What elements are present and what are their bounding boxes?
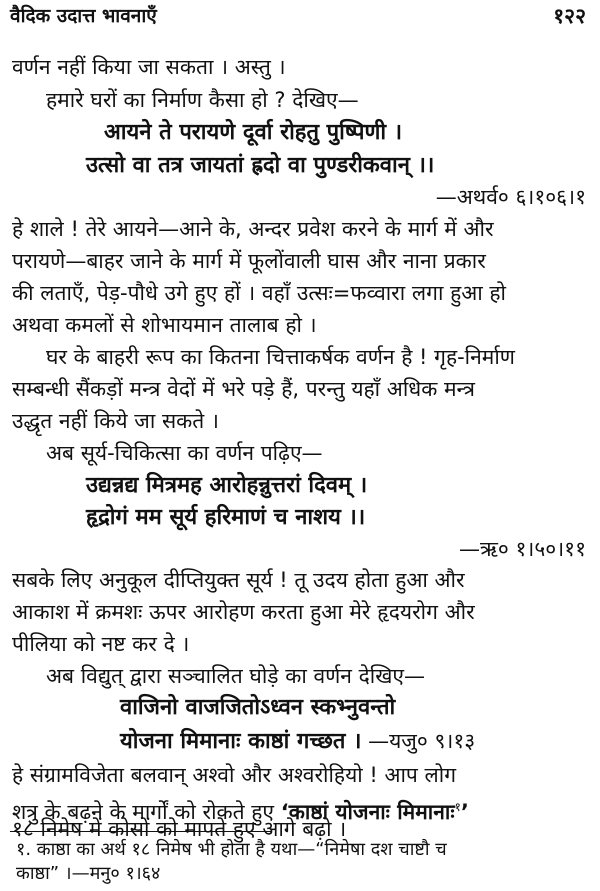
- verse-line: हृद्रोगं मम सूर्य हरिमाणं च नाशय ।।: [86, 505, 366, 530]
- footnote-divider: [10, 831, 272, 832]
- verse-line: योजना मिमानाः काष्ठां गच्छत ।: [120, 729, 362, 754]
- body-line: हे संग्रामविजेता बलवान् अश्वो और अश्वरोहियो ! आप लोग: [12, 763, 457, 787]
- footnote-line: काष्ठा” ।—मनु० १।६४: [16, 863, 161, 884]
- body-line: अथवा कमलों से शोभायमान तालाब हो ।: [12, 313, 317, 337]
- closing-quote: ’: [460, 800, 469, 824]
- body-line: अब सूर्य-चिकित्सा का वर्णन पढ़िए—: [46, 441, 323, 465]
- verse-reference: —अथर्व० ६।१०६।१: [435, 185, 586, 209]
- body-line: १८ निमेष में कोसों को मापते हुए आगे बढ़ो ।: [12, 817, 347, 841]
- verse-line: उद्यन्नद्य मित्रमह आरोहन्नुत्तरां दिवम् ।: [86, 473, 368, 498]
- verse-reference: —ऋ० १।५०।११: [458, 537, 586, 561]
- body-line: पीलिया को नष्ट कर दे ।: [12, 632, 190, 656]
- running-title: वैदिक उदात्त भावनाएँ: [10, 5, 157, 27]
- footnote-line: १. काष्ठा का अर्थ १८ निमेष भी होता है यथा—“निमेषा दश चाष्टौ च: [16, 839, 447, 860]
- verse-with-reference: [120, 727, 475, 756]
- body-line: हे शाले ! तेरे आयने—आने के, अन्दर प्रवेश करने के मार्ग में और: [12, 217, 494, 241]
- quoted-phrase: ‘काष्ठां योजनाः मिमानाः: [280, 800, 455, 824]
- body-text: शत्रु के बढ़ने के मार्गों को रोकते हुए: [12, 800, 281, 824]
- footnote-marker: १: [454, 800, 461, 814]
- body-line: परायणे—बाहर जाने के मार्ग में फूलोंवाली घास और नाना प्रकार: [12, 249, 486, 273]
- verse-line: आयने ते परायणे दूर्वा रोहतु पुष्पिणी ।: [104, 120, 403, 145]
- body-line: घर के बाहरी रूप का कितना चित्ताकर्षक वर्णन है ! गृह-निर्माण: [46, 345, 515, 369]
- page-number: १२२: [553, 4, 586, 28]
- body-line: सबके लिए अनुकूल दीप्तियुक्त सूर्य ! तू उदय होता हुआ और: [12, 568, 465, 592]
- body-line: वर्णन नहीं किया जा सकता । अस्तु ।: [12, 55, 286, 79]
- body-line: उद्धृत नहीं किये जा सकते ।: [12, 409, 219, 433]
- verse-line: वाजिनो वाजजितोऽध्वन स्कभ्नुवन्तो: [120, 695, 396, 720]
- body-line: आकाश में क्रमशः ऊपर आरोहण करता हुआ मेरे हृदयरोग और: [12, 600, 475, 624]
- body-line: अब विद्युत् द्वारा सञ्चालित घोड़े का वर्णन देखिए—: [46, 664, 426, 688]
- body-line: हमारे घरों का निर्माण कैसा हो ? देखिए—: [46, 88, 359, 112]
- verse-reference: —यजु० ९।१३: [368, 729, 476, 753]
- page-header: [10, 2, 590, 26]
- body-line: की लताएँ, पेड़-पौधे उगे हुए हों । वहाँ उत्सः=फव्वारा लगा हुआ हो: [12, 281, 506, 305]
- verse-line: उत्सो वा तत्र जायतां ह्रदो वा पुण्डरीकवान् ।।: [86, 153, 435, 178]
- body-line: सम्बन्धी सैंकड़ों मन्त्र वेदों में भरे पड़े हैं, परन्तु यहाँ अधिक मन्त्र: [12, 377, 475, 401]
